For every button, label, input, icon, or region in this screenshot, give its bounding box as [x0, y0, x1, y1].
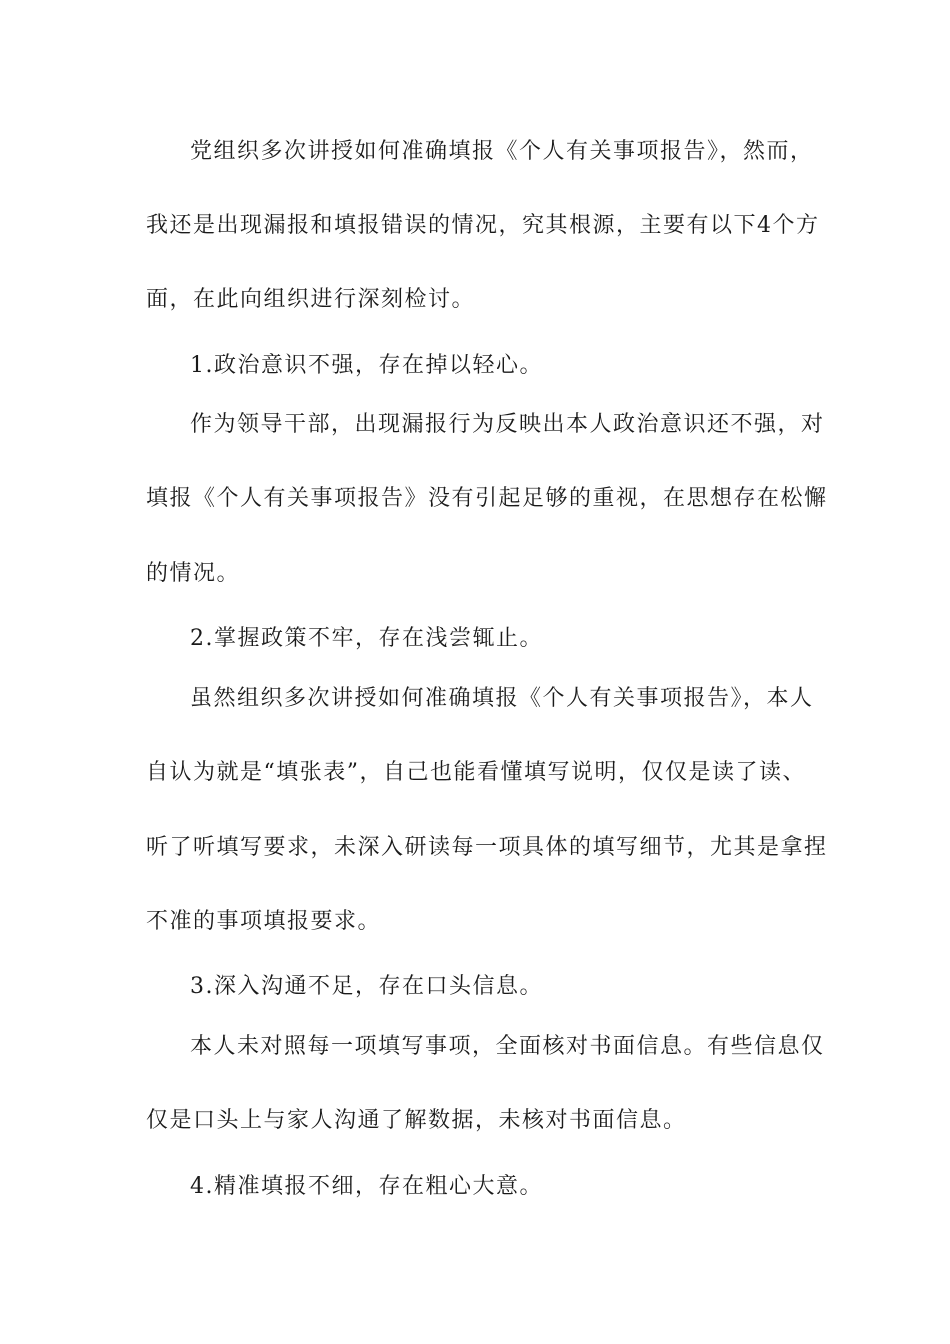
heading-4: 4.精准填报不细，存在粗心大意。	[190, 1174, 543, 1199]
paragraph-3-line-1: 虽然组织多次讲授如何准确填报《个人有关事项报告》，本人	[190, 686, 814, 711]
paragraph-2-line-2: 填报《个人有关事项报告》没有引起足够的重视，在思想存在松懈	[146, 486, 828, 511]
paragraph-4-line-1: 本人未对照每一项填写事项，全面核对书面信息。有些信息仅	[190, 1034, 825, 1059]
paragraph-2-line-3: 的情况。	[146, 561, 241, 586]
paragraph-3-line-2: 自认为就是“填张表”，自己也能看懂填写说明，仅仅是读了读、	[146, 760, 806, 785]
paragraph-3-line-3: 听了听填写要求，未深入研读每一项具体的填写细节，尤其是拿捏	[146, 835, 828, 860]
paragraph-1-line-1: 党组织多次讲授如何准确填报《个人有关事项报告》，然而，	[190, 139, 814, 164]
paragraph-2-line-1: 作为领导干部，出现漏报行为反映出本人政治意识还不强，对	[190, 412, 825, 437]
paragraph-1-line-2: 我还是出现漏报和填报错误的情况，究其根源，主要有以下4个方	[146, 213, 820, 238]
paragraph-3-line-4: 不准的事项填报要求。	[146, 909, 382, 934]
heading-3: 3.深入沟通不足，存在口头信息。	[190, 974, 543, 999]
paragraph-1-line-3: 面，在此向组织进行深刻检讨。	[146, 287, 476, 312]
heading-2: 2.掌握政策不牢，存在浅尝辄止。	[190, 626, 543, 651]
paragraph-4-line-2: 仅是口头上与家人沟通了解数据，未核对书面信息。	[146, 1108, 687, 1133]
heading-1: 1.政治意识不强，存在掉以轻心。	[190, 353, 543, 378]
